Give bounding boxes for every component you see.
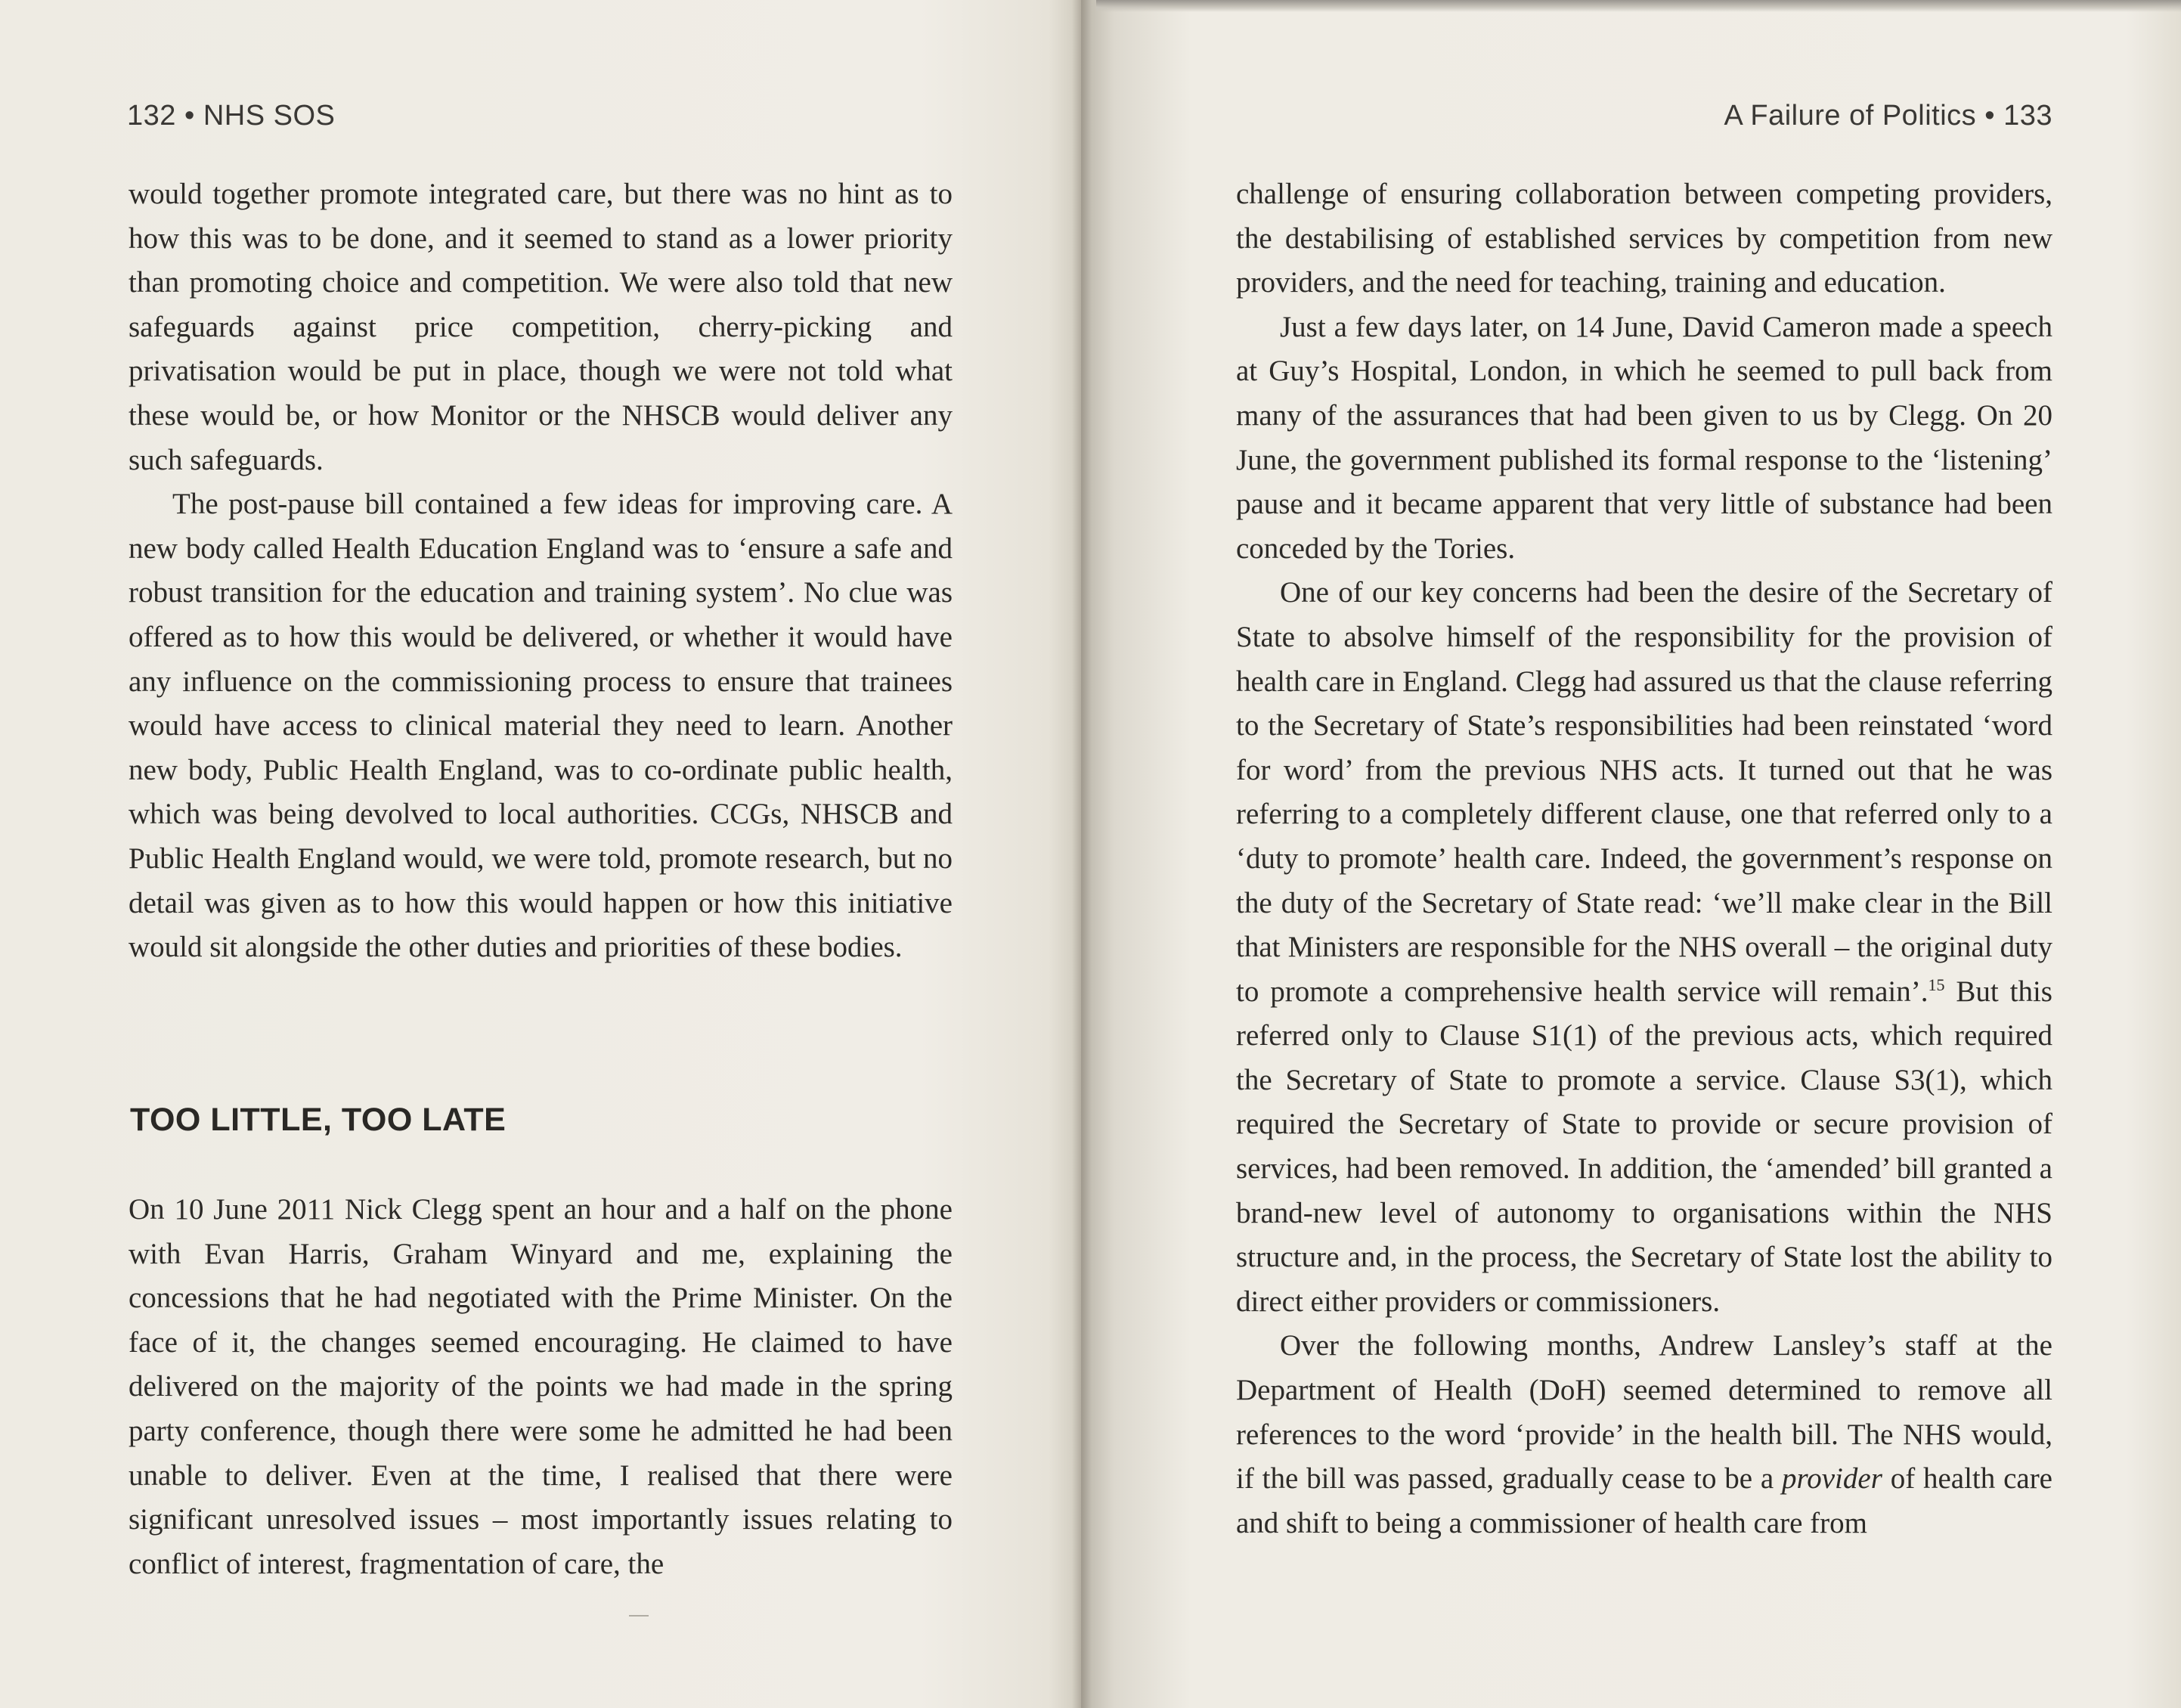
- left-page: [0, 0, 1081, 1708]
- left-paragraph-2: The post-pause bill contained a few ideas for improving care. A new body called Health Education England was to ‘ensure a safe and robust transition for the education and training system’. No clue was offered as to how this would be delivered, or whether it would have any influence on the commissioning process to ensure that trainees would have access to clinical material they need to learn. Another new body, Public Health England, was to co-ordinate public health, which was being devolved to local authorities. CCGs, NHSCB and Public Health England would, we were told, promote research, but no detail was given as to how this would happen or how this initiative would sit alongside the other duties and priorities of these bodies.: [129, 488, 953, 964]
- right-paragraph-3: [1236, 571, 2052, 1324]
- right-paragraph-3-part-a: One of our key concerns had been the desire of the Secretary of State to absolve himself of the responsibility for the provision of health care in England. Clegg had assured us that the clause referring to the Secretary of State’s responsibilities had been reinstated ‘word for word’ from the previous NHS acts. It turned out that he was referring to a completely different clause, one that referred only to a ‘duty to promote’ health care. Indeed, the government’s response on the duty of the Secretary of State read: ‘we’ll make clear in the Bill that Ministers are responsible for the NHS overall – the original duty to promote a comprehensive health service will remain’.: [1236, 576, 2052, 1008]
- footnote-reference: 15: [1928, 975, 1945, 994]
- left-running-head: 132 • NHS SOS: [127, 100, 336, 132]
- emphasis-provider: provider: [1782, 1462, 1882, 1496]
- page-mark: [629, 1615, 649, 1617]
- right-paragraph-4-part-b: of health care and shift to being a commissioner of health care from: [1236, 1462, 2052, 1539]
- page-top-edge: [1096, 0, 2181, 12]
- book-gutter-shadow: [1072, 0, 1092, 1708]
- right-paragraph-1: challenge of ensuring collaboration between competing providers, the destabilising of established services by competition from new providers, and the need for teaching, training and education.: [1236, 178, 2052, 299]
- right-paragraph-4-part-a: Over the following months, Andrew Lansley’s staff at the Department of Health (DoH) seemed determined to remove all references to the word ‘provide’ in the health bill. The NHS would, if the bill was passed, gradually cease to be a: [1236, 1329, 2052, 1496]
- right-paragraph-2: Just a few days later, on 14 June, David Cameron made a speech at Guy’s Hospital, London, in which he seemed to pull back from many of the assurances that had been given to us by Clegg. On 20 June, the government published its formal response to the ‘listening’ pause and it became apparent that very little of substance had been conceded by the Tories.: [1236, 310, 2052, 565]
- right-paragraph-3-part-b: But this referred only to Clause S1(1) of the previous acts, which required the Secretary of State to promote a service. Clause S3(1), which required the Secretary of State to provide or secure provision of services, had been removed. In addition, the ‘amended’ bill granted a brand-new level of autonomy to organisations within the NHS structure and, in the process, the Secretary of State lost the ability to direct either providers or commissioners.: [1236, 975, 2052, 1318]
- right-running-head: A Failure of Politics • 133: [1724, 100, 2052, 132]
- right-page-text: [1236, 172, 2052, 1545]
- left-paragraph-3: On 10 June 2011 Nick Clegg spent an hour and a half on the phone with Evan Harris, Graham Winyard and me, explaining the concessions that he had negotiated with the Prime Minister. On the face of it, the changes seemed encouraging. He claimed to have delivered on the majority of the points we had made in the spring party conference, though there were some he admitted he had been unable to deliver. Even at the time, I realised that there were significant unresolved issues – most importantly issues relating to conflict of interest, fragmentation of care, the: [129, 1193, 953, 1580]
- left-text-bottom: [129, 1188, 953, 1586]
- section-heading: TOO LITTLE, TOO LATE: [130, 1102, 507, 1138]
- right-paragraph-4: [1236, 1324, 2052, 1545]
- left-text-top: [129, 172, 953, 970]
- left-paragraph-1: would together promote integrated care, but there was no hint as to how this was to be done, and it seemed to stand as a lower priority than promoting choice and competition. We were also told that new safeguards against price competition, cherry-picking and privatisation would be put in place, though we were not told what these would be, or how Monitor or the NHSCB would deliver any such safeguards.: [129, 178, 953, 476]
